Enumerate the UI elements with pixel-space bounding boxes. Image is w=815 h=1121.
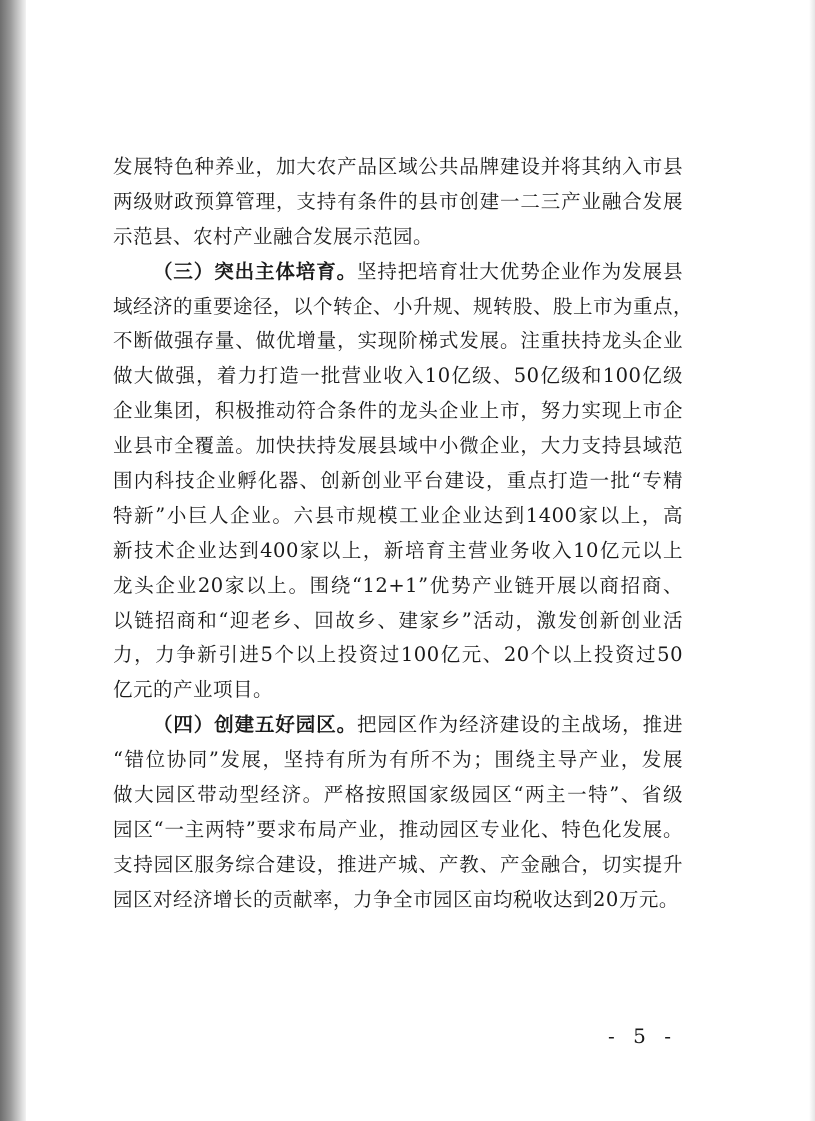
text-line: 做大做强，着力打造一批营业收入10亿级、50亿级和100亿级 xyxy=(113,364,683,388)
text-run: 坚持把培育壮大优势企业作为发展县 xyxy=(357,259,683,283)
text-line: 域经济的重要途径，以个转企、小升规、规转股、股上市为重点， xyxy=(113,294,694,318)
text-line: 业县市全覆盖。加快扶持发展县域中小微企业，大力支持县域范 xyxy=(113,434,683,458)
text-line: 企业集团，积极推动符合条件的龙头企业上市，努力实现上市企 xyxy=(113,399,683,423)
text-line: 做大园区带动型经济。严格按照国家级园区“两主一特”、省级 xyxy=(113,783,683,807)
text-line: “错位协同”发展，坚持有所为有所不为；围绕主导产业，发展 xyxy=(113,748,683,772)
text-line: 新技术企业达到400家以上，新培育主营业务收入10亿元以上 xyxy=(113,538,683,562)
text-line: 示范县、农村产业融合发展示范园。 xyxy=(113,224,434,248)
paragraph-first-line xyxy=(113,708,683,743)
document-body xyxy=(113,150,694,918)
scan-shadow-left xyxy=(0,0,26,1121)
scan-shadow-right xyxy=(809,0,815,1121)
text-line: 特新”小巨人企业。六县市规模工业企业达到1400家以上，高 xyxy=(113,503,683,527)
text-line: 不断做强存量、做优增量，实现阶梯式发展。注重扶持龙头企业 xyxy=(113,329,683,353)
text-line: 亿元的产业项目。 xyxy=(113,678,274,702)
paragraph-first-line xyxy=(113,255,683,290)
text-line: 龙头企业20家以上。围绕“12+1”优势产业链开展以商招商、 xyxy=(113,573,683,597)
text-line: 支持园区服务综合建设，推进产城、产教、产金融合，切实提升 xyxy=(113,852,683,876)
text-line: 以链招商和“迎老乡、回故乡、建家乡”活动，激发创新创业活 xyxy=(113,608,683,632)
section-heading-3: （三）突出主体培育。 xyxy=(153,259,357,283)
text-line: 两级财政预算管理，支持有条件的县市创建一二三产业融合发展 xyxy=(113,189,683,213)
page-number: - 5 - xyxy=(608,1024,677,1048)
text-line: 发展特色种养业，加大农产品区域公共品牌建设并将其纳入市县 xyxy=(113,155,683,178)
text-line: 力，力争新引进5个以上投资过100亿元、20个以上投资过50 xyxy=(113,643,683,667)
text-run: 把园区作为经济建设的主战场，推进 xyxy=(357,713,683,737)
text-line: 园区“一主两特”要求布局产业，推动园区专业化、特色化发展。 xyxy=(113,817,683,841)
section-heading-4: （四）创建五好园区。 xyxy=(153,713,357,737)
text-line: 园区对经济增长的贡献率，力争全市园区亩均税收达到20万元。 xyxy=(113,887,679,911)
text-line: 围内科技企业孵化器、创新创业平台建设，重点打造一批“专精 xyxy=(113,469,683,493)
